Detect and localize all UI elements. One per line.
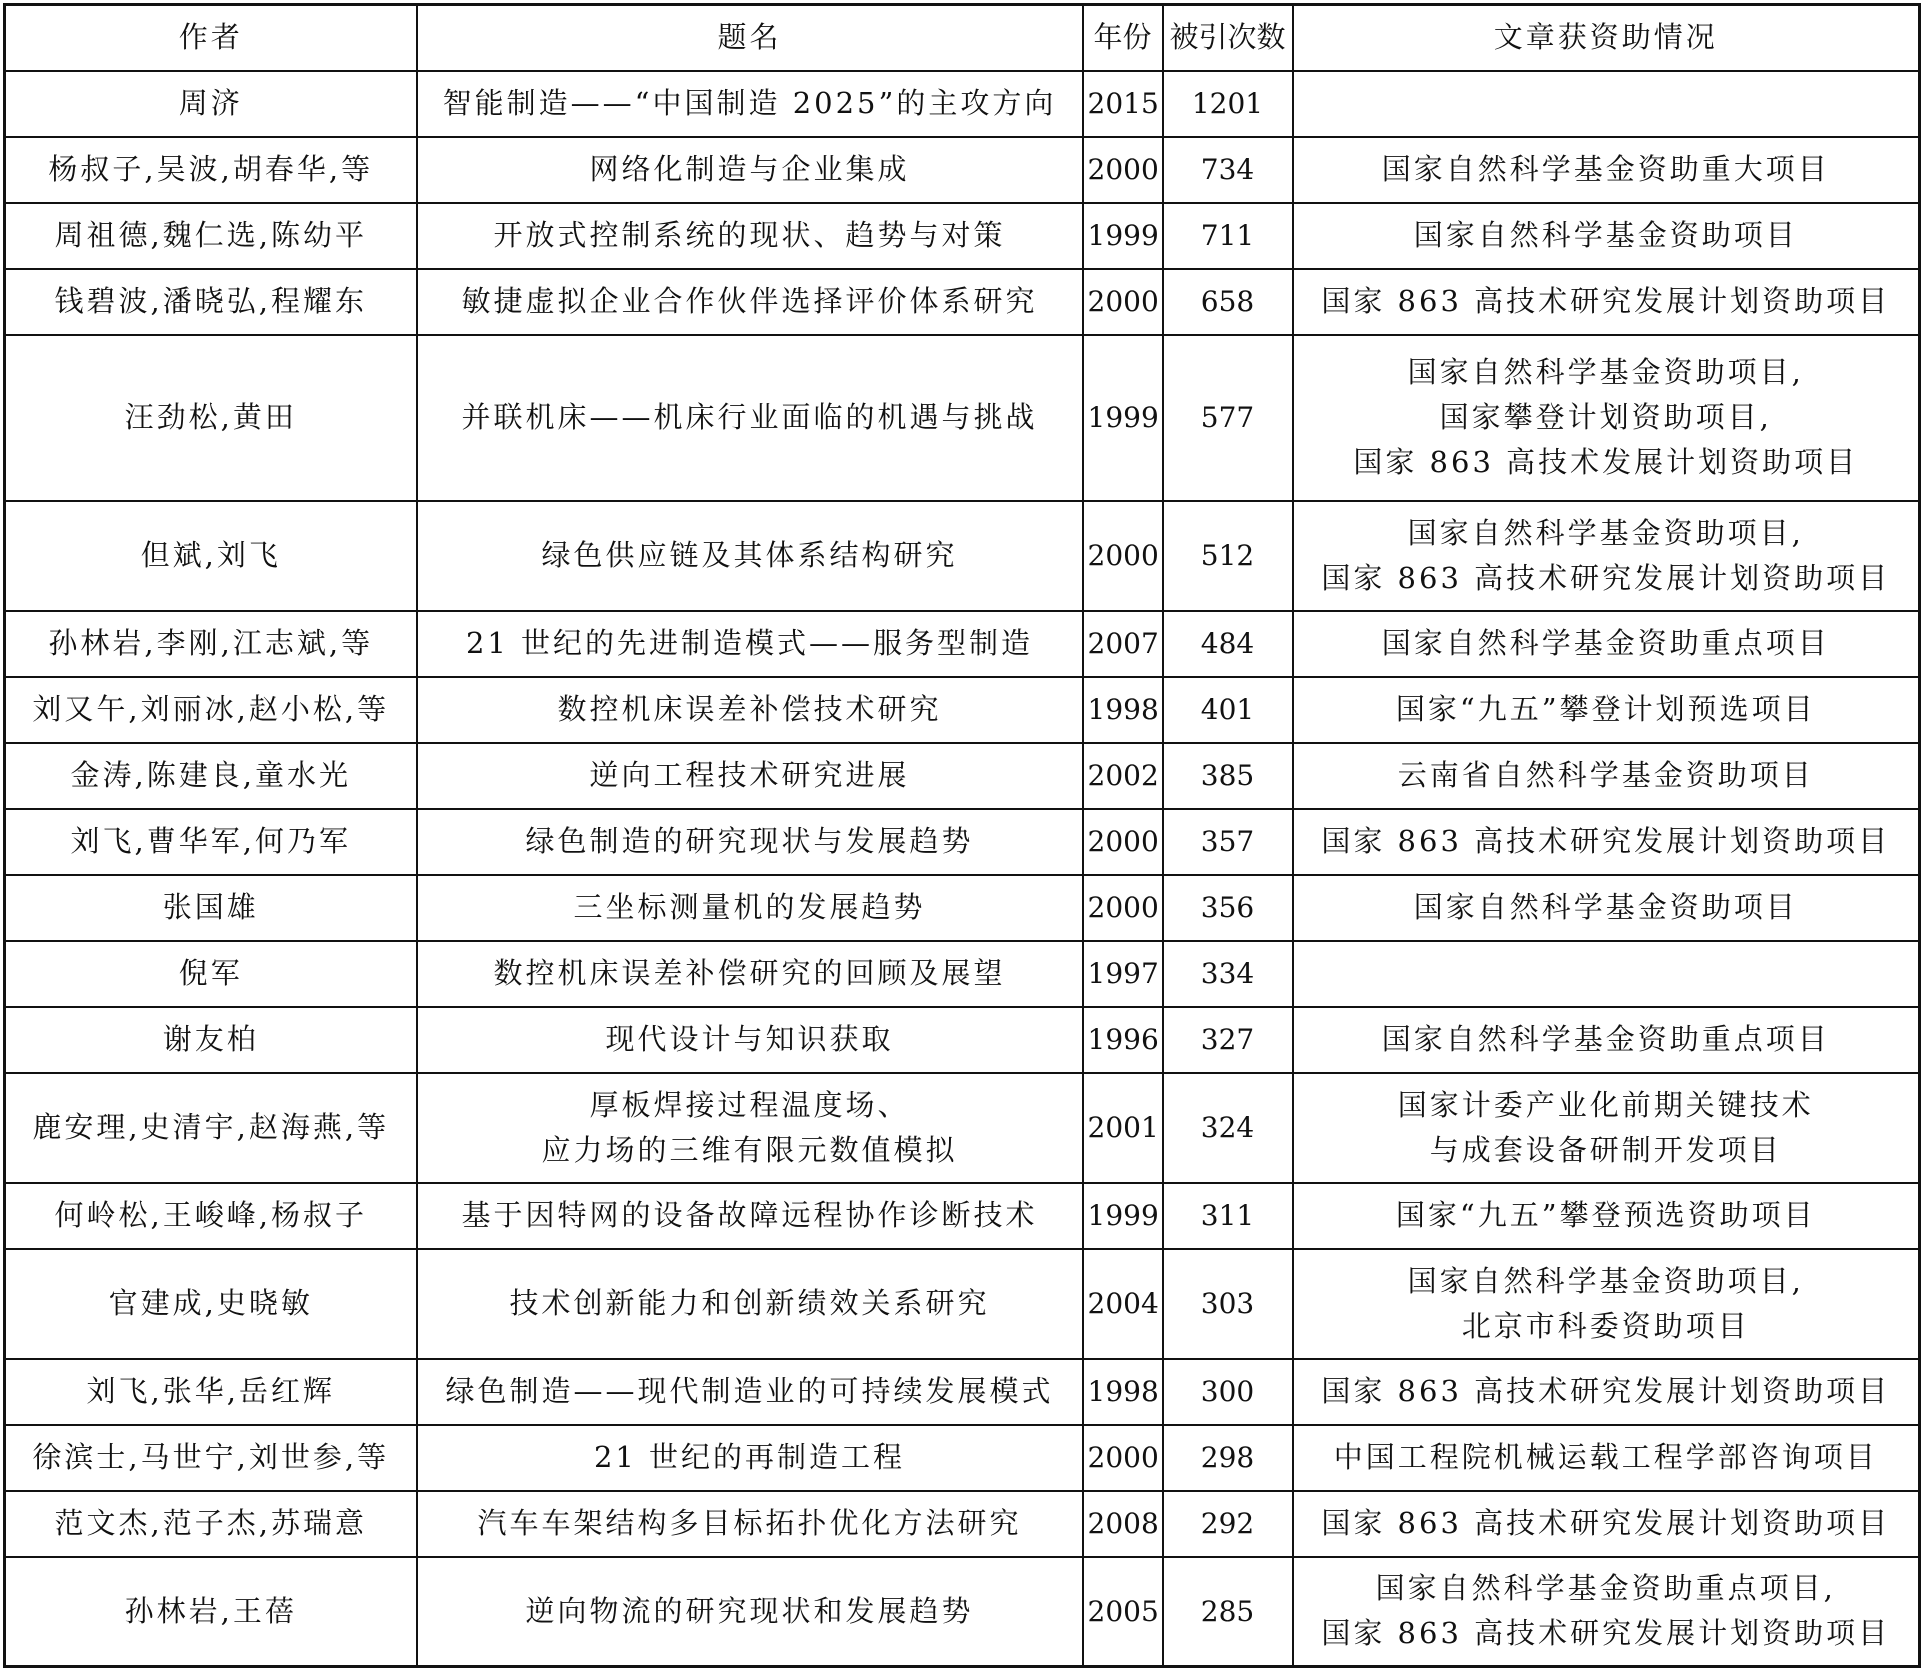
table-row [5, 1249, 1920, 1359]
cell-author: 倪军 [5, 941, 417, 1007]
cell-funding-line: 国家自然科学基金资助重点项目 [1381, 626, 1830, 660]
cell-title [417, 335, 1083, 501]
cell-funding-line: 国家自然科学基金资助项目, [1407, 515, 1804, 550]
cell-funding [1293, 203, 1920, 269]
cell-year: 2008 [1083, 1491, 1163, 1557]
cell-cites: 711 [1163, 203, 1293, 269]
cell-author: 金涛,陈建良,童水光 [5, 743, 417, 809]
cell-author: 鹿安理,史清宇,赵海燕,等 [5, 1073, 417, 1183]
cell-author: 汪劲松,黄田 [5, 335, 417, 501]
cell-cites: 401 [1163, 677, 1293, 743]
cell-year: 1999 [1083, 335, 1163, 501]
cell-funding [1293, 1359, 1920, 1425]
cell-title-line: 汽车车架结构多目标拓扑优化方法研究 [477, 1506, 1022, 1540]
cell-cites: 300 [1163, 1359, 1293, 1425]
cell-cites: 303 [1163, 1249, 1293, 1359]
cell-title [417, 743, 1083, 809]
cell-author: 刘又午,刘丽冰,赵小松,等 [5, 677, 417, 743]
cell-year: 1998 [1083, 677, 1163, 743]
cell-author: 钱碧波,潘晓弘,程耀东 [5, 269, 417, 335]
table-body [5, 71, 1920, 1667]
cell-title-line: 绿色制造——现代制造业的可持续发展模式 [445, 1374, 1054, 1408]
citation-table [3, 3, 1921, 1668]
cell-funding [1293, 1007, 1920, 1073]
table-row [5, 1183, 1920, 1249]
cell-funding [1293, 501, 1920, 611]
table-row [5, 677, 1920, 743]
cell-title-line: 逆向物流的研究现状和发展趋势 [525, 1593, 974, 1628]
cell-title-line: 绿色供应链及其体系结构研究 [541, 538, 958, 572]
header-cites: 被引次数 [1163, 5, 1293, 71]
cell-funding-line: 国家自然科学基金资助重点项目 [1381, 1022, 1830, 1056]
table-row [5, 1557, 1920, 1667]
cell-title [417, 809, 1083, 875]
cell-cites: 385 [1163, 743, 1293, 809]
cell-author: 刘飞,张华,岳红辉 [5, 1359, 417, 1425]
cell-year: 2000 [1083, 137, 1163, 203]
cell-funding [1293, 1249, 1920, 1359]
cell-title [417, 1073, 1083, 1183]
cell-year: 1998 [1083, 1359, 1163, 1425]
cell-funding-line: 国家 863 高技术研究发展计划资助项目 [1321, 284, 1891, 318]
cell-funding-line: 国家 863 高技术发展计划资助项目 [1353, 445, 1859, 479]
cell-title-line: 敏捷虚拟企业合作伙伴选择评价体系研究 [461, 284, 1038, 318]
cell-year: 2004 [1083, 1249, 1163, 1359]
cell-funding-line: 国家自然科学基金资助重点项目, [1375, 1571, 1836, 1606]
cell-funding-line: 中国工程院机械运载工程学部咨询项目 [1333, 1440, 1878, 1474]
table-row [5, 269, 1920, 335]
cell-funding [1293, 875, 1920, 941]
cell-year: 2000 [1083, 875, 1163, 941]
cell-title-line: 三坐标测量机的发展趋势 [573, 890, 926, 924]
cell-author: 杨叔子,吴波,胡春华,等 [5, 137, 417, 203]
cell-author: 但斌,刘飞 [5, 501, 417, 611]
cell-year: 1999 [1083, 1183, 1163, 1249]
cell-funding-line: 国家自然科学基金资助项目, [1407, 1263, 1804, 1298]
cell-cites: 298 [1163, 1425, 1293, 1491]
cell-funding [1293, 743, 1920, 809]
cell-cites: 324 [1163, 1073, 1293, 1183]
table-row [5, 1491, 1920, 1557]
table-row [5, 611, 1920, 677]
cell-year: 2000 [1083, 501, 1163, 611]
cell-funding [1293, 1491, 1920, 1557]
table-row [5, 501, 1920, 611]
cell-author: 范文杰,范子杰,苏瑞意 [5, 1491, 417, 1557]
cell-funding-line: 国家自然科学基金资助项目 [1413, 890, 1798, 924]
cell-author: 周济 [5, 71, 417, 137]
cell-title [417, 941, 1083, 1007]
cell-author: 谢友柏 [5, 1007, 417, 1073]
header-funding: 文章获资助情况 [1293, 5, 1920, 71]
cell-year: 2001 [1083, 1073, 1163, 1183]
cell-funding [1293, 137, 1920, 203]
cell-cites: 357 [1163, 809, 1293, 875]
table-row [5, 809, 1920, 875]
cell-cites: 1201 [1163, 71, 1293, 137]
cell-title [417, 71, 1083, 137]
table-row [5, 1007, 1920, 1073]
cell-title-line: 基于因特网的设备故障远程协作诊断技术 [461, 1198, 1038, 1232]
cell-title-line: 数控机床误差补偿研究的回顾及展望 [493, 956, 1006, 990]
cell-title-line: 逆向工程技术研究进展 [589, 758, 910, 792]
cell-funding-line: 国家计委产业化前期关键技术 [1397, 1087, 1814, 1122]
table-row [5, 1425, 1920, 1491]
table-row [5, 1359, 1920, 1425]
header-year: 年份 [1083, 5, 1163, 71]
cell-year: 1999 [1083, 203, 1163, 269]
cell-funding [1293, 1183, 1920, 1249]
cell-title-line: 厚板焊接过程温度场、 [589, 1087, 910, 1122]
cell-title [417, 677, 1083, 743]
cell-cites: 285 [1163, 1557, 1293, 1667]
cell-funding-line: 国家“九五”攀登预选资助项目 [1395, 1198, 1816, 1232]
cell-title-line: 开放式控制系统的现状、趋势与对策 [493, 218, 1006, 252]
cell-title-line: 21 世纪的再制造工程 [593, 1440, 906, 1474]
cell-author: 孙林岩,王蓓 [5, 1557, 417, 1667]
cell-cites: 734 [1163, 137, 1293, 203]
cell-cites: 484 [1163, 611, 1293, 677]
cell-funding [1293, 677, 1920, 743]
header-row [5, 5, 1920, 71]
cell-title [417, 1557, 1083, 1667]
cell-cites: 577 [1163, 335, 1293, 501]
table-row [5, 137, 1920, 203]
cell-funding-line: 国家攀登计划资助项目, [1439, 400, 1772, 434]
cell-year: 2015 [1083, 71, 1163, 137]
cell-title-line: 现代设计与知识获取 [605, 1022, 894, 1056]
cell-title [417, 137, 1083, 203]
cell-funding-line: 国家 863 高技术研究发展计划资助项目 [1321, 1374, 1891, 1408]
cell-title-line: 网络化制造与企业集成 [589, 152, 910, 186]
table-row [5, 203, 1920, 269]
cell-title [417, 1249, 1083, 1359]
cell-title-line: 绿色制造的研究现状与发展趋势 [525, 824, 974, 858]
table-row [5, 1073, 1920, 1183]
cell-title-line: 21 世纪的先进制造模式——服务型制造 [465, 626, 1034, 660]
cell-year: 2000 [1083, 809, 1163, 875]
cell-funding-line: 国家“九五”攀登计划预选项目 [1395, 692, 1816, 726]
cell-title [417, 1425, 1083, 1491]
cell-author: 何岭松,王峻峰,杨叔子 [5, 1183, 417, 1249]
cell-title-line: 数控机床误差补偿技术研究 [557, 692, 942, 726]
cell-title-line: 应力场的三维有限元数值模拟 [541, 1132, 958, 1167]
cell-funding-line: 国家自然科学基金资助项目 [1413, 218, 1798, 252]
cell-funding-line: 云南省自然科学基金资助项目 [1397, 758, 1814, 792]
cell-funding [1293, 71, 1920, 137]
cell-cites: 356 [1163, 875, 1293, 941]
cell-title [417, 1183, 1083, 1249]
cell-title-line: 智能制造——“中国制造 2025”的主攻方向 [442, 86, 1057, 120]
cell-funding-line: 北京市科委资助项目 [1461, 1308, 1750, 1343]
cell-title-line: 并联机床——机床行业面临的机遇与挑战 [461, 400, 1038, 434]
header-author: 作者 [5, 5, 417, 71]
table-row [5, 743, 1920, 809]
cell-title-line: 技术创新能力和创新绩效关系研究 [509, 1286, 990, 1320]
cell-funding-line: 与成套设备研制开发项目 [1429, 1132, 1782, 1167]
cell-year: 2007 [1083, 611, 1163, 677]
header-title: 题名 [417, 5, 1083, 71]
cell-cites: 311 [1163, 1183, 1293, 1249]
cell-funding-line: 国家 863 高技术研究发展计划资助项目 [1321, 560, 1891, 595]
cell-year: 1996 [1083, 1007, 1163, 1073]
table-row [5, 875, 1920, 941]
cell-year: 2002 [1083, 743, 1163, 809]
cell-funding-line: 国家 863 高技术研究发展计划资助项目 [1321, 824, 1891, 858]
cell-funding [1293, 941, 1920, 1007]
cell-year: 2000 [1083, 269, 1163, 335]
cell-title [417, 1007, 1083, 1073]
cell-year: 2000 [1083, 1425, 1163, 1491]
cell-funding [1293, 1425, 1920, 1491]
cell-funding-line: 国家自然科学基金资助项目, [1407, 355, 1804, 389]
cell-author: 张国雄 [5, 875, 417, 941]
cell-funding-line: 国家自然科学基金资助重大项目 [1381, 152, 1830, 186]
cell-funding-line: 国家 863 高技术研究发展计划资助项目 [1321, 1616, 1891, 1651]
cell-cites: 327 [1163, 1007, 1293, 1073]
cell-cites: 512 [1163, 501, 1293, 611]
cell-year: 1997 [1083, 941, 1163, 1007]
cell-title [417, 1491, 1083, 1557]
cell-author: 刘飞,曹华军,何乃军 [5, 809, 417, 875]
cell-title [417, 203, 1083, 269]
cell-author: 孙林岩,李刚,江志斌,等 [5, 611, 417, 677]
citation-table-container [3, 3, 1918, 1651]
cell-author: 徐滨士,马世宁,刘世参,等 [5, 1425, 417, 1491]
cell-title [417, 611, 1083, 677]
cell-cites: 292 [1163, 1491, 1293, 1557]
cell-title [417, 501, 1083, 611]
cell-title [417, 269, 1083, 335]
cell-year: 2005 [1083, 1557, 1163, 1667]
cell-cites: 658 [1163, 269, 1293, 335]
table-row [5, 335, 1920, 501]
cell-funding [1293, 335, 1920, 501]
cell-cites: 334 [1163, 941, 1293, 1007]
cell-funding [1293, 809, 1920, 875]
cell-funding [1293, 611, 1920, 677]
cell-funding [1293, 1073, 1920, 1183]
table-row [5, 941, 1920, 1007]
cell-author: 官建成,史晓敏 [5, 1249, 417, 1359]
table-row [5, 71, 1920, 137]
cell-funding-line: 国家 863 高技术研究发展计划资助项目 [1321, 1506, 1891, 1540]
cell-author: 周祖德,魏仁选,陈幼平 [5, 203, 417, 269]
cell-funding [1293, 269, 1920, 335]
cell-title [417, 875, 1083, 941]
cell-title [417, 1359, 1083, 1425]
cell-funding [1293, 1557, 1920, 1667]
